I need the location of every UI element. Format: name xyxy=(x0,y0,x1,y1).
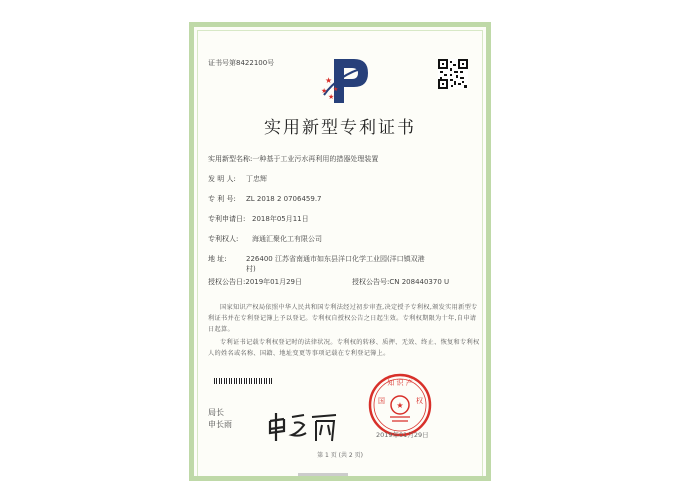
qr-code-icon xyxy=(438,59,468,89)
svg-text:权: 权 xyxy=(416,397,423,405)
svg-text:★: ★ xyxy=(321,87,328,95)
field-application-date xyxy=(208,215,309,224)
svg-text:★: ★ xyxy=(396,401,404,410)
svg-text:国: 国 xyxy=(378,397,385,405)
field-grant-number xyxy=(352,278,449,287)
field-utility-model-name xyxy=(208,155,378,164)
field-label: 授权公告号: xyxy=(352,278,390,286)
patent-certificate xyxy=(189,22,491,481)
field-value: 丁忠辉 xyxy=(246,175,267,183)
field-label: 授权公告日: xyxy=(208,278,246,286)
field-label: 专 利 号: xyxy=(208,195,236,203)
field-inventor xyxy=(208,175,267,184)
field-label: 专利权人: xyxy=(208,235,239,243)
certificate-title: 实用新型专利证书 xyxy=(264,118,416,138)
field-label: 专利申请日: xyxy=(208,215,246,223)
field-value: 226400 江苏省南通市如东县洋口化学工业园(洋口镇双港 xyxy=(246,255,425,263)
barcode-icon xyxy=(214,378,272,384)
field-value: 2019年01月29日 xyxy=(245,278,302,286)
field-label: 发 明 人: xyxy=(208,175,236,183)
field-address xyxy=(208,255,425,264)
statement-paragraph-2: 专利证书记载专利权登记时的法律状况。专利权的转移、质押、无效、终止、恢复和专利权人的姓名或名称、国籍、地址变更等事项记载在专利登记簿上。 xyxy=(208,339,480,357)
svg-text:★: ★ xyxy=(328,93,335,101)
cnipa-logo-icon xyxy=(320,53,372,107)
official-seal-icon xyxy=(368,373,432,437)
director-title: 局长 xyxy=(208,408,224,417)
field-grant-date xyxy=(208,278,302,287)
field-value: CN 208440370 U xyxy=(389,278,450,286)
field-patent-number xyxy=(208,195,322,204)
field-value: 海通汇聚化工有限公司 xyxy=(252,235,322,243)
field-value: 一种基于工业污水再利用的措器处理装置 xyxy=(252,155,379,163)
svg-text:知 识 产: 知 识 产 xyxy=(387,379,413,387)
director-signature-icon xyxy=(266,411,340,445)
field-value: ZL 2018 2 0706459.7 xyxy=(246,195,322,203)
certificate-number: 证书号第8422100号 xyxy=(208,59,275,67)
field-patentee xyxy=(208,235,322,244)
footer-text-fragment xyxy=(298,473,348,476)
svg-text:★: ★ xyxy=(333,86,339,93)
field-label: 实用新型名称: xyxy=(208,155,253,163)
director-name: 申长雨 xyxy=(208,420,232,429)
page-info: 第 1 页 (共 2 页) xyxy=(317,452,363,459)
field-value: 2018年05月11日 xyxy=(252,215,309,223)
statement-paragraph-1: 国家知识产权局依照中华人民共和国专利法经过初步审查,决定授予专利权,颁发实用新型专利证书并在专利登记簿上予以登记。专利权自授权公告之日起生效。专利权期限为十年,自申请日起算。 xyxy=(208,304,478,333)
field-label: 地 址: xyxy=(208,255,227,263)
seal-date: 2019年01月29日 xyxy=(376,431,429,439)
field-address-cont: 村) xyxy=(246,265,256,273)
svg-text:★: ★ xyxy=(325,76,333,85)
